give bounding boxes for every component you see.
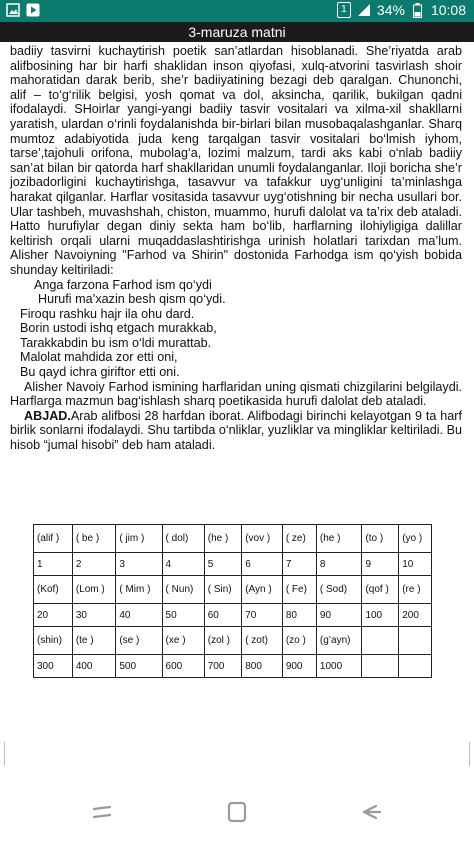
- table-cell: (Kof): [34, 576, 73, 604]
- table-cell: 7: [282, 553, 316, 576]
- table-cell: (vov ): [242, 525, 283, 553]
- table-cell: 1000: [316, 655, 362, 678]
- table-cell: 900: [282, 655, 316, 678]
- battery-percent: 34%: [376, 2, 405, 18]
- table-cell: 2: [72, 553, 116, 576]
- navigation-bar: [0, 780, 474, 842]
- abjad-paragraph: [10, 409, 462, 453]
- table-cell: (he ): [204, 525, 241, 553]
- table-cell: 500: [116, 655, 162, 678]
- document-title: 3-maruza matni: [0, 22, 474, 42]
- abjad-text: Arab alifbosi 28 harfdan iborat. Alifbodagi birinchi kelayotgan 9 ta harf birlik sonlarni ifodalaydi. Shu tartibda o‘nliklar, yuzliklar va mingliklar keltiriladi. Bu hisob “jumal hisobi” deb ham ataladi.: [10, 408, 462, 453]
- table-cell: 60: [204, 604, 241, 627]
- clock: 10:08: [430, 2, 466, 18]
- table-cell: ( Nun): [162, 576, 204, 604]
- paragraph: Alisher Navoiy Farhod ismining harflaridan uning qismati chizgilarini belgilaydi. Harflarga mazmun bag‘ishlash sharq poetikasida hurufi dalolat deb ataladi.: [10, 379, 462, 409]
- table-cell: ( Fe): [282, 576, 316, 604]
- status-bar: [0, 0, 474, 22]
- table-row: [34, 627, 432, 655]
- table-cell: ( jim ): [116, 525, 162, 553]
- table-cell: 80: [282, 604, 316, 627]
- battery-icon: [411, 3, 425, 17]
- table-cell: 10: [399, 553, 432, 576]
- table-cell: 100: [362, 604, 399, 627]
- table-cell: 700: [204, 655, 241, 678]
- table-cell: [362, 627, 399, 655]
- table-cell: 20: [34, 604, 73, 627]
- table-cell: (to ): [362, 525, 399, 553]
- table-cell: 400: [72, 655, 116, 678]
- table-cell: (Ayn ): [242, 576, 283, 604]
- table-cell: [362, 655, 399, 678]
- table-cell: ( ze): [282, 525, 316, 553]
- sim-icon: 1: [337, 2, 351, 18]
- table-cell: 200: [399, 604, 432, 627]
- table-cell: (he ): [316, 525, 362, 553]
- table-cell: [399, 655, 432, 678]
- scroll-edge-left: [4, 742, 5, 766]
- table-cell: (re ): [399, 576, 432, 604]
- back-icon[interactable]: [356, 798, 384, 826]
- poem-line: Bu qayd ichra giriftor etti oni.: [20, 365, 180, 380]
- table-cell: 8: [316, 553, 362, 576]
- table-cell: (shin): [34, 627, 73, 655]
- table-cell: ( zot): [242, 627, 283, 655]
- table-row: [34, 655, 432, 678]
- table-row: [34, 525, 432, 553]
- table-cell: 30: [72, 604, 116, 627]
- table-cell: (xe ): [162, 627, 204, 655]
- table-cell: (te ): [72, 627, 116, 655]
- signal-icon: [357, 3, 371, 17]
- table-cell: ( be ): [72, 525, 116, 553]
- table-cell: 3: [116, 553, 162, 576]
- table-row: [34, 576, 432, 604]
- table-cell: 5: [204, 553, 241, 576]
- document-body[interactable]: [10, 44, 462, 453]
- table-cell: 50: [162, 604, 204, 627]
- table-cell: (zo ): [282, 627, 316, 655]
- table-cell: (Lom ): [72, 576, 116, 604]
- table-row: [34, 553, 432, 576]
- table-cell: 300: [34, 655, 73, 678]
- table-cell: 40: [116, 604, 162, 627]
- table-cell: ( Mim ): [116, 576, 162, 604]
- table-cell: [399, 627, 432, 655]
- poem-line: Hurufi ma’xazin besh qism qo‘ydi.: [38, 292, 226, 307]
- play-icon: [26, 3, 40, 17]
- abjad-heading: ABJAD.: [24, 408, 71, 423]
- table-cell: (alif ): [34, 525, 73, 553]
- table-cell: ( Sin): [204, 576, 241, 604]
- scroll-edge-right: [469, 742, 470, 766]
- poem-line: Borin ustodi ishq etgach murakkab,: [20, 321, 217, 336]
- table-cell: (se ): [116, 627, 162, 655]
- poem-line: Malolat mahdida zor etti oni,: [20, 350, 178, 365]
- table-cell: ( Sod): [316, 576, 362, 604]
- poem-line: Firoqu rashku hajr ila ohu dard.: [20, 306, 195, 321]
- table-cell: (g’ayn): [316, 627, 362, 655]
- table-cell: 9: [362, 553, 399, 576]
- table-cell: 4: [162, 553, 204, 576]
- table-cell: 90: [316, 604, 362, 627]
- poem-line: Tarakkabdin bu ism o‘ldi murattab.: [20, 335, 212, 350]
- home-icon[interactable]: [223, 798, 251, 826]
- table-row: [34, 604, 432, 627]
- abjad-table: [33, 524, 432, 678]
- image-icon: [6, 3, 20, 17]
- table-cell: 6: [242, 553, 283, 576]
- table-cell: (yo ): [399, 525, 432, 553]
- poem-line: Anga farzona Farhod ism qo‘ydi: [34, 277, 212, 292]
- table-cell: ( dol): [162, 525, 204, 553]
- table-cell: (qof ): [362, 576, 399, 604]
- table-cell: 600: [162, 655, 204, 678]
- paragraph: badiiy tasvirni kuchaytirish poetik san’atlardan hisoblanadi. She’riyatda arab alifbosining har bir harfi shaklidan inson qiyofasi, xulq-atvorini tasvirlash shoir mahoratidan darak berib, she’r badiiyatining bezagi deb qaralgan. Chunonchi, alif – to‘g‘rilik belgisi, yosh qomat va dol, aksincha, qarilik, bukilgan qadni ifodalaydi. SHoirlar yangi-yangi badiiy tasvir vositalari va xilma-xil shakllarni yaratish, ulardan o‘rinli foydalanishda bir-birlari bilan musobaqalashganlar. Sharq mumtoz adabiyotida juda keng tarqalgan tasvir vositalari bo‘lmish iyhom, tarse’,tajohuli orifona, mubolag‘a, lozimi malzum, tardi aks kabi o‘nlab badiiy san’at bilan bir qatorda harf shakllaridan unumli foydalanganlar. Iloji boricha she’r jozibadorligini kuchaytirishga, tasavvur va tafakkur uyg‘unligini ta’minlashga harakat qilganlar. Harflar vositasida tasavvur uyg‘otishning bir necha usullari bor. Ular tashbeh, muvashshah, chiston, muammo, hurufi dalolat va ta’rix deb ataladi. Hatto hurufiylar degan diniy sekta ham bo‘lib, harflarning ilohiyligiga dalillar keltirish orqali ularni muqaddaslashtirishga urinish holatlari tarixdan ma’lum. Alisher Navoiyning "Farhod va Shirin" dostonida Farhodga ism qo‘yish bobida shunday keltiriladi:: [10, 44, 462, 277]
- table-cell: 1: [34, 553, 73, 576]
- table-cell: 800: [242, 655, 283, 678]
- table-cell: (zol ): [204, 627, 241, 655]
- recent-apps-icon[interactable]: [88, 798, 116, 826]
- table-cell: 70: [242, 604, 283, 627]
